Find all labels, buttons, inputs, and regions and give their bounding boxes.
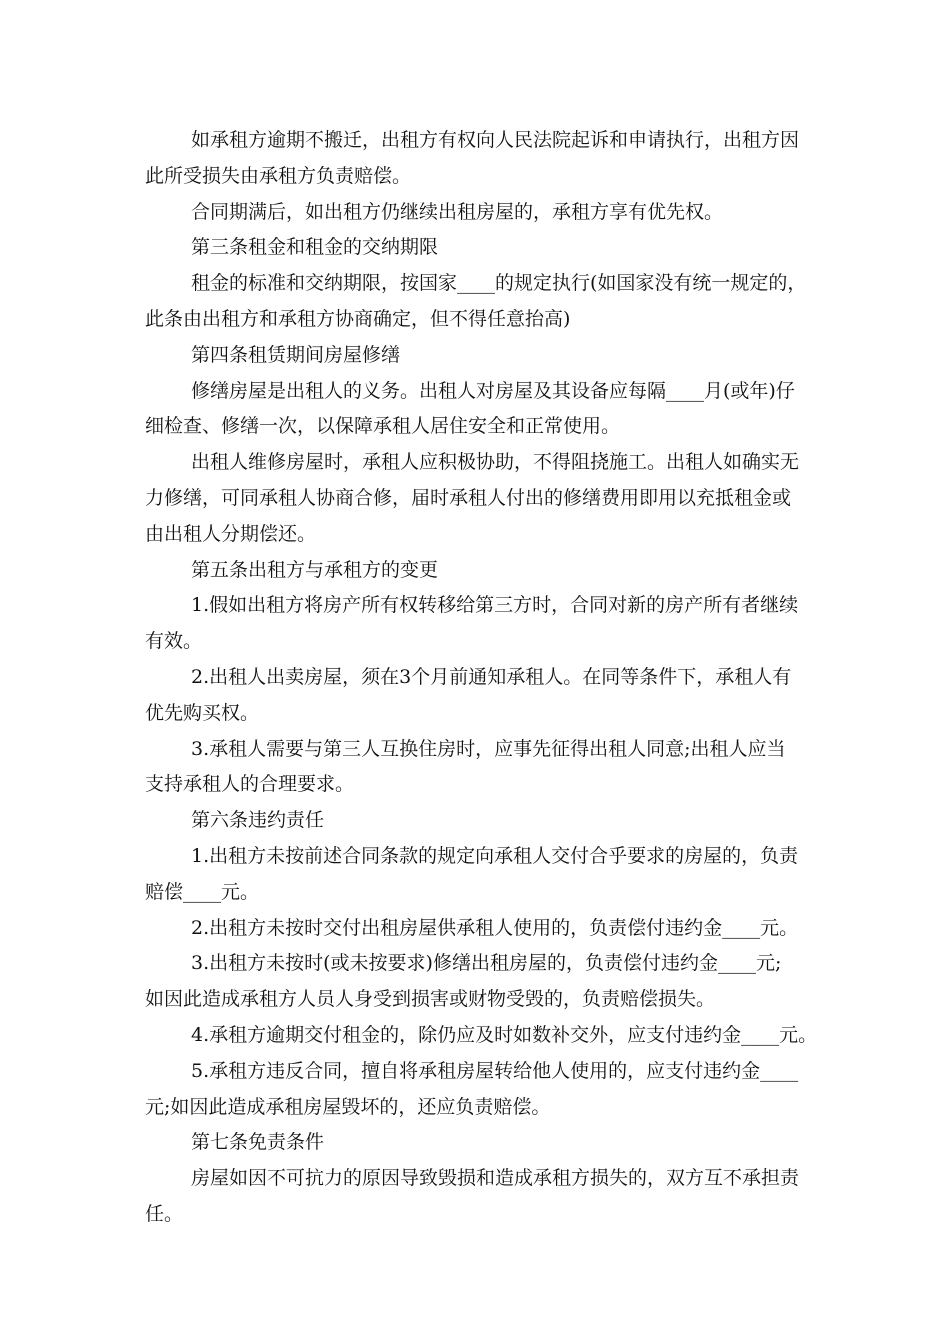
paragraph-line: 此所受损失由承租方负责赔偿。 [145, 164, 412, 187]
paragraph-line: 细检查、修缮一次，以保障承租人居住安全和正常使用。 [145, 415, 621, 438]
paragraph-line: 租金的标准和交纳期限，按国家____的规定执行(如国家没有统一规定的， [191, 272, 807, 295]
paragraph-line: 4.承租方逾期交付租金的，除仍应及时如数补交外，应支付违约金____元。 [191, 1023, 818, 1046]
paragraph-line: 此条由出租方和承租方协商确定，但不得任意抬高) [145, 307, 571, 330]
paragraph-line: 5.承租方违反合同，擅自将承租房屋转给他人使用的，应支付违约金____ [191, 1059, 799, 1082]
paragraph-line: 由出租人分期偿还。 [145, 522, 317, 545]
paragraph-line: 有效。 [145, 630, 203, 653]
paragraph-line: 房屋如因不可抗力的原因导致毁损和造成承租方损失的，双方互不承担责 [191, 1167, 800, 1190]
section-heading: 第三条租金和租金的交纳期限 [191, 236, 439, 259]
paragraph-line: 1.出租方未按前述合同条款的规定向承租人交付合乎要求的房屋的，负责 [191, 844, 799, 867]
section-heading: 第七条免责条件 [191, 1131, 325, 1154]
section-heading: 第五条出租方与承租方的变更 [191, 558, 439, 581]
paragraph-line: 2.出租人出卖房屋，须在3个月前通知承租人。在同等条件下，承租人有 [191, 665, 792, 688]
section-heading: 第六条违约责任 [191, 809, 325, 832]
paragraph-line: 出租人维修房屋时，承租人应积极协助，不得阻挠施工。出租人如确实无 [191, 451, 800, 474]
paragraph-line: 3.出租方未按时(或未按要求)修缮出租房屋的，负责偿付违约金____元; [191, 952, 782, 975]
paragraph-line: 优先购买权。 [145, 701, 260, 724]
paragraph-line: 如承租方逾期不搬迁，出租方有权向人民法院起诉和申请执行，出租方因 [191, 129, 800, 151]
document-body [145, 123, 825, 1233]
paragraph-line: 1.假如出租方将房产所有权转移给第三方时，合同对新的房产所有者继续 [191, 594, 799, 617]
section-heading: 第四条租赁期间房屋修缮 [191, 343, 401, 366]
paragraph-line: 修缮房屋是出租人的义务。出租人对房屋及其设备应每隔____月(或年)仔 [191, 379, 795, 402]
paragraph-line: 赔偿____元。 [145, 880, 260, 903]
paragraph-line: 合同期满后，如出租方仍继续出租房屋的，承租方享有优先权。 [191, 200, 724, 223]
paragraph-line: 元;如因此造成承租房屋毁坏的，还应负责赔偿。 [145, 1095, 551, 1118]
paragraph-line: 3.承租人需要与第三人互换住房时，应事先征得出租人同意;出租人应当 [191, 737, 786, 760]
paragraph-line: 2.出租方未按时交付出租房屋供承租人使用的，负责偿付违约金____元。 [191, 916, 799, 939]
paragraph-line: 支持承租人的合理要求。 [145, 773, 355, 796]
paragraph-line: 任。 [145, 1202, 184, 1225]
paragraph-line: 如因此造成承租方人员人身受到损害或财物受毁的，负责赔偿损失。 [145, 988, 716, 1011]
paragraph-line: 力修缮，可同承租人协商合修，届时承租人付出的修缮费用即用以充抵租金或 [145, 486, 792, 509]
